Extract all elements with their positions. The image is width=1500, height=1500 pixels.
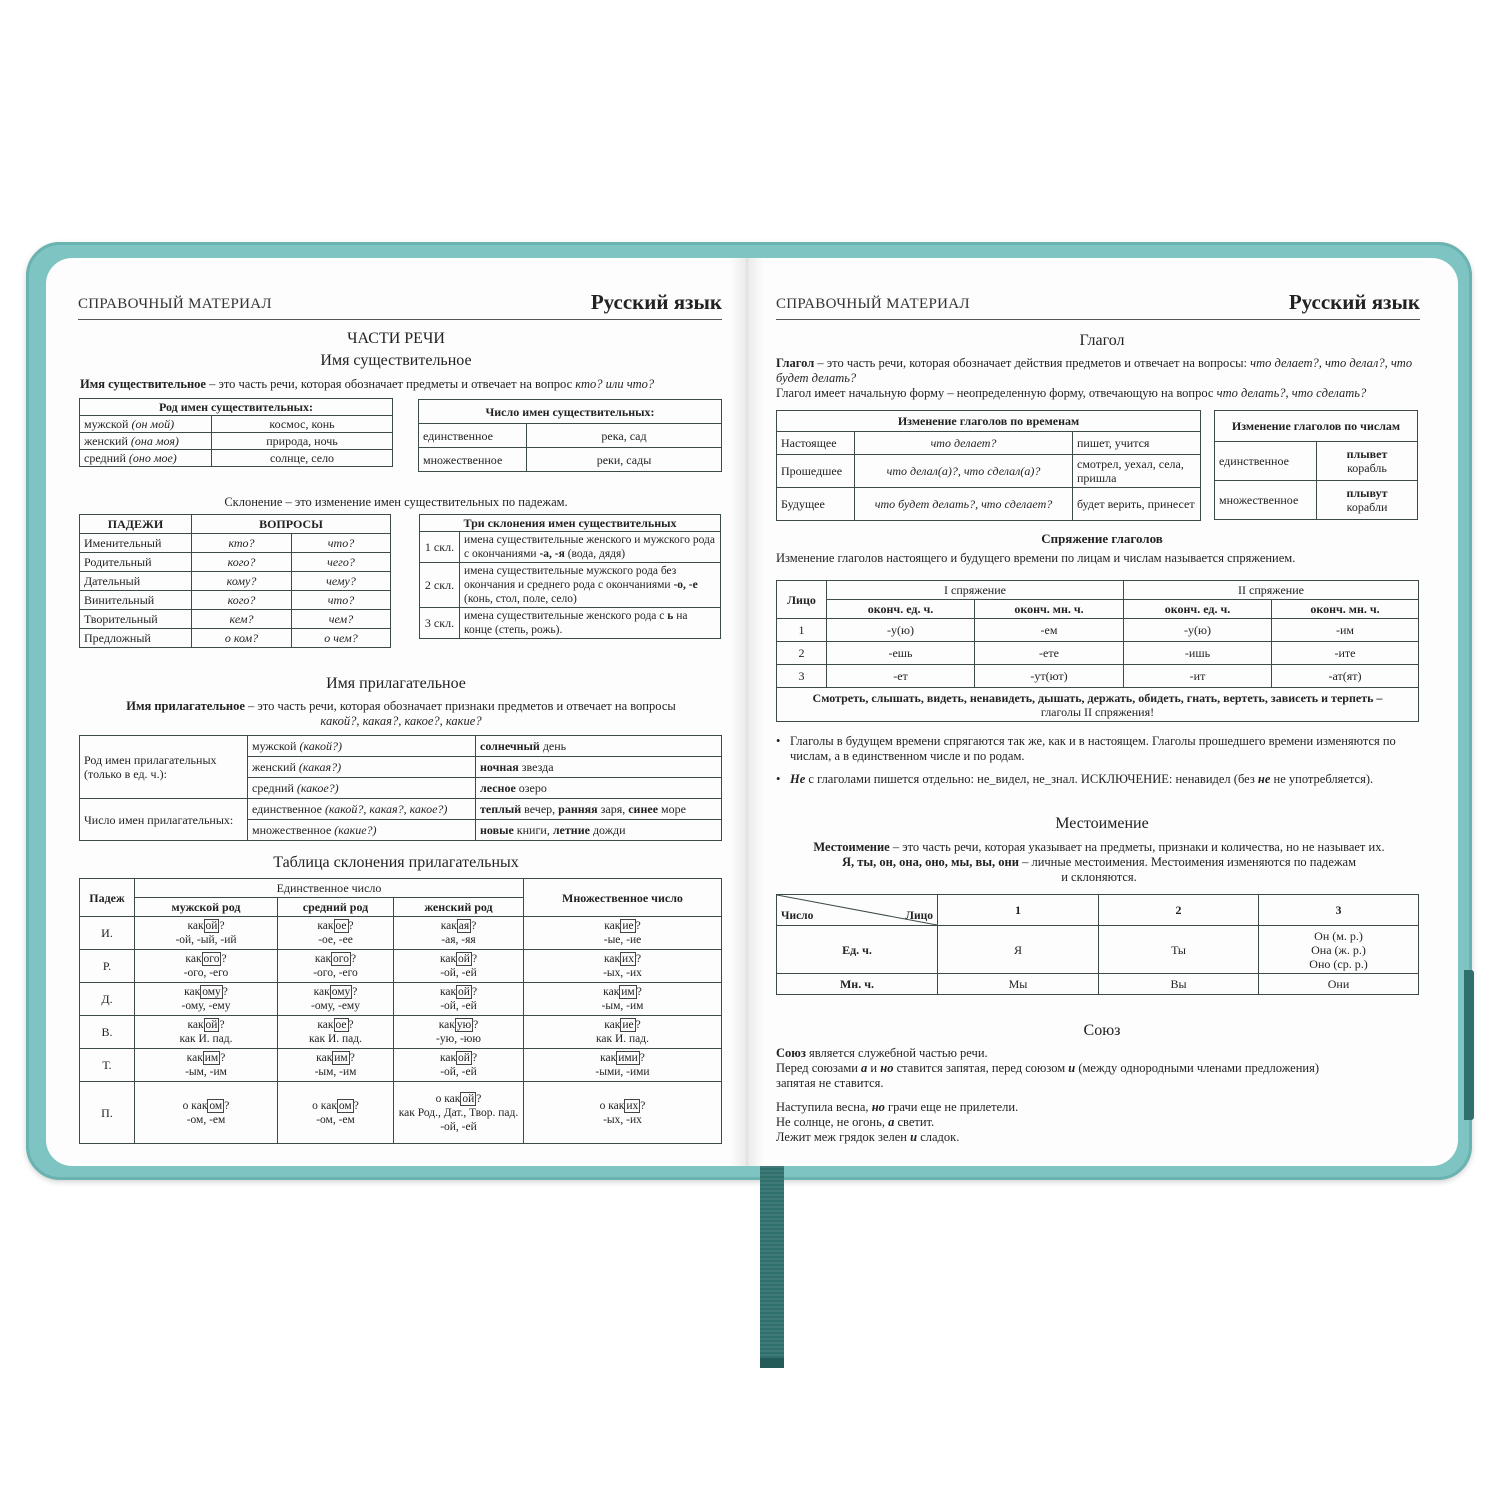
section-subtitle: Имя существительное [320, 352, 472, 369]
table-row: Дательный кому? чему? [80, 572, 391, 591]
table-header: Род имен существительных: [80, 399, 393, 416]
table-row: средний (оно мое) солнце, село [80, 450, 393, 467]
right-page [746, 258, 1458, 1166]
table-row: 2 -ешь -ете -ишь -ите [777, 642, 1419, 665]
table-row: Будущее что будет делать?, что сделает? будет верить, принесет [777, 488, 1201, 521]
pronoun-table: Число Лицо 1 2 3 Ед. ч. Я Ты Он (м. р.) Она (ж. р.) Оно (ср. р.) Мн. ч. Мы Вы Они [776, 894, 1419, 995]
header-subject: Русский язык [1288, 290, 1420, 314]
table-row: Настоящее что делает? пишет, учится [777, 432, 1201, 455]
ending-box: ому [331, 986, 351, 998]
ribbon-bookmark[interactable] [760, 1150, 784, 1368]
table-row: П. о как ом ? -ом, -ем о как ом ? -ом, -ем о как ой ? как Род., Дат., Твор. пад. -ой, -ей о как их ? -ых, -их [80, 1082, 722, 1144]
noun-definition: Имя существительное – это часть речи, которая обозначает предметы и отвечает на вопрос кто? или что? [80, 377, 655, 391]
table-row: Р. как ого ? -ого, -его как ого ? -ого, -его как ой ? -ой, -ей как их ? -ых, -их [80, 950, 722, 983]
table-row: 2 скл. имена существительные мужского рода без окончания и среднего рода с окончаниями -о, -е (конь, стол, поле, село) [420, 563, 721, 608]
verb-title: Глагол [1079, 332, 1125, 349]
ending-box: ой [462, 1092, 475, 1105]
table-row: Мн. ч. Мы Вы Они [777, 974, 1419, 995]
table-row: единственное плывет корабль [1215, 442, 1418, 481]
adjective-table [79, 735, 722, 841]
ending-box: ом [209, 1099, 223, 1112]
noun-gender-table [79, 398, 393, 467]
table-row: 3 -ет -ут(ют) -ит -ат(ят) [777, 665, 1419, 688]
table-row: В. как ой ? как И. пад. как ое ? как И. пад. как ую ? -ую, -юю как ие ? как И. пад. [80, 1016, 722, 1049]
ending-box: ое [335, 920, 347, 932]
header-subject: Русский язык [590, 290, 722, 314]
verb-number-table: Изменение глаголов по числам единственное плывет корабль множественное плывут корабли [1214, 410, 1418, 520]
table-row: множественное плывут корабли [1215, 481, 1418, 520]
bullet-ne-rule: • Не с глаголами пишется отдельно: не_видел, не_знал. ИСКЛЮЧЕНИЕ: ненавидел (без не не употребляется). [776, 772, 1374, 786]
table-row: Д. как ому ? -ому, -ему как ому ? -ому, -ему как ой ? -ой, -ей как им ? -ым, -им [80, 983, 722, 1016]
ending-box: ой [458, 986, 470, 998]
left-page [46, 258, 746, 1166]
conjugation-table: Лицо I спряжение II спряжение оконч. ед. ч. оконч. мн. ч. оконч. ед. ч. оконч. мн. ч. 1 -у(ю) -ем -у(ю) -им 2 -ешь -ете -ишь -ите 3 -ет -ут(ют) -ит -ат(ят) Смотреть, слышать, видеть, ненавидеть, дышать, держать, обидеть, гнать, вертеть, зависеть и терпеть – глаголы II спряжения! [776, 580, 1419, 722]
table-row: Прошедшее что делал(а)?, что сделал(а)? смотрел, уехал, села, пришла [777, 455, 1201, 488]
adjective-title: Имя прилагательное [326, 675, 466, 692]
noun-number-table [418, 399, 722, 472]
table-row: Винительный кого? что? [80, 591, 391, 610]
section-title: ЧАСТИ РЕЧИ [347, 330, 445, 347]
table-row: Смотреть, слышать, видеть, ненавидеть, дышать, держать, обидеть, гнать, вертеть, зависеть и терпеть – глаголы II спряжения! [777, 688, 1419, 722]
adjective-definition: Имя прилагательное – это часть речи, которая обозначает признаки предметов и отвечает на вопросы какой?, какая?, какое?, какие? [126, 699, 676, 728]
declension-definition: Склонение – это изменение имен существительных по падежам. [224, 495, 568, 509]
diagonal-header-cell: Число Лицо [777, 895, 938, 926]
ending-box: ого [333, 953, 349, 965]
table-row: 3 скл. имена существительные женского рода с ь на конце (степь, рожь). [420, 608, 721, 639]
ending-box: ой [205, 1019, 218, 1031]
ending-box: ой [458, 1052, 470, 1064]
elastic-band [1464, 970, 1474, 1120]
adjective-declension-table: Падеж Единственное число Множественное число мужской род средний род женский род И. как ой ? -ой, -ый, -ий как ое ? -ое, -ее как ая ? -ая, -яя как ие ? -ые, -ие Р. как ого ? -ого, -его как ого ? -ого, -его как ой ? -ой, -ей как их ? -ых, -их Д. как ому ? -ому, -ему как ому ? -ому, -ему как ой ? -ой, -ей как им ? -ым, -им В. как ой ? как И. пад. как ое ? как И. пад. как ую ? -ую, -юю как ие ? как И. пад. Т. как им ? -ым, -им как им ? -ым, -им как ой ? -ой, -ей как ими ? -ыми, -ими П. о как ом ? -ом, -ем о как ом ? -ом, -ем о как ой ? как Род., Дат., Твор. пад. -ой, -ей о как их ? -ых, -их [79, 878, 722, 1144]
table-row: единственное река, сад [419, 424, 722, 448]
bullet-future-tense: • Глаголы в будущем времени спрягаются так же, как и в настоящем. Глаголы прошедшего времени изменяются по числам, а в единственном числе и по родам. [776, 734, 1396, 763]
table-row: Т. как им ? -ым, -им как им ? -ым, -им как ой ? -ой, -ей как ими ? -ыми, -ими [80, 1049, 722, 1082]
table-row: Предложный о ком? о чем? [80, 629, 391, 648]
table-row: Творительный кем? чем? [80, 610, 391, 629]
ending-box: им [334, 1052, 348, 1064]
ending-box: ое [335, 1019, 347, 1031]
ending-box: их [626, 1099, 639, 1112]
table-row: средний (какое?) лесное озеро [80, 778, 722, 799]
conjunction-title: Союз [1083, 1022, 1121, 1039]
table-header: Число имен существительных: [419, 400, 722, 424]
ending-box: ой [458, 953, 470, 965]
table-row: женский (она моя) природа, ночь [80, 433, 393, 450]
table-row: мужской (он мой) космос, конь [80, 416, 393, 433]
page-header [78, 286, 722, 320]
ending-box: ому [202, 986, 221, 998]
table-row: Именительный кто? что? [80, 534, 391, 553]
ending-box: ую [456, 1019, 472, 1031]
table-row: Число имен прилагательных: единственное (какой?, какая?, какое?) теплый вечер, ранняя заря, синее море [80, 799, 722, 820]
table-row: множественное (какие?) новые книги, летние дожди [80, 820, 722, 841]
ending-box: ая [458, 920, 470, 932]
ending-box: ие [622, 1019, 634, 1031]
table-row: Ед. ч. Я Ты Он (м. р.) Она (ж. р.) Оно (ср. р.) [777, 926, 1419, 974]
page-header [776, 286, 1420, 320]
conjunction-examples: Наступила весна, но грачи еще не прилетели. Не солнце, не огонь, а светит. Лежит меж грядок зелен и сладок. [776, 1100, 1019, 1144]
table-row: женский (какая?) ночная звезда [80, 757, 722, 778]
ending-box: им [204, 1052, 219, 1064]
cases-table: ПАДЕЖИ ВОПРОСЫ Именительный кто? что? Родительный кого? чего? Дательный кому? чему? Винительный кого? что? Творительный кем? чем? Предложный о ком? о чем? [79, 514, 391, 648]
table-row: множественное реки, сады [419, 448, 722, 472]
declension-table-title: Таблица склонения прилагательных [273, 854, 519, 871]
ending-box: ого [203, 953, 220, 965]
ending-box: им [621, 986, 635, 998]
pronoun-title: Местоимение [1055, 815, 1149, 832]
table-row: 1 -у(ю) -ем -у(ю) -им [777, 619, 1419, 642]
pronoun-definition: Местоимение – это часть речи, которая указывает на предметы, признаки и количества, но не называет их. Я, ты, он, она, оно, мы, вы, они – личные местоимения. Местоимения изменяются по падежам и склоняются. [813, 840, 1385, 884]
three-declensions-table: Три склонения имен существительных 1 скл. имена существительные женского и мужского рода с окончаниями -а, -я (вода, дядя) 2 скл. имена существительные мужского рода без окончания и среднего рода с окончаниями -о, -е (конь, стол, поле, село) 3 скл. имена существительные женского рода с ь на конце (степь, рожь). [419, 514, 721, 639]
conjunction-text: Союз является служебной частью речи. Перед союзами а и но ставится запятая, перед союзом и (между однородными членами предложения) запятая не ставится. [776, 1046, 1320, 1090]
verb-definition: Глагол – это часть речи, которая обозначает действия предметов и отвечает на вопросы: что делает?, что делал?, что будет делать? Глагол имеет начальную форму – неопределенную форму, отвечающую на вопрос что делать?, что сделать? [776, 356, 1413, 400]
bullet-icon: • [776, 734, 781, 748]
ending-box: ие [622, 920, 634, 932]
table-row: Род имен прилагательных (только в ед. ч.): мужской (какой?) солнечный день [80, 736, 722, 757]
conjugation-definition: Изменение глаголов настоящего и будущего времени по лицам и числам называется спряжением. [776, 551, 1296, 565]
verb-tense-table: Изменение глаголов по временам Настоящее что делает? пишет, учится Прошедшее что делал(а)?, что сделал(а)? смотрел, уехал, села, пришла Будущее что будет делать?, что сделает? будет верить, принесет [776, 410, 1201, 521]
header-label: СПРАВОЧНЫЙ МАТЕРИАЛ [776, 296, 970, 312]
ending-box: ими [618, 1052, 638, 1064]
conjugation-title: Спряжение глаголов [1041, 531, 1163, 546]
table-row: И. как ой ? -ой, -ый, -ий как ое ? -ое, -ее как ая ? -ая, -яя как ие ? -ые, -ие [80, 917, 722, 950]
table-row: 1 скл. имена существительные женского и мужского рода с окончаниями -а, -я (вода, дядя) [420, 532, 721, 563]
header-label: СПРАВОЧНЫЙ МАТЕРИАЛ [78, 296, 272, 312]
book-gutter [730, 258, 764, 1166]
ending-box: их [622, 953, 634, 965]
ending-box: ой [205, 920, 218, 932]
table-row: Родительный кого? чего? [80, 553, 391, 572]
ending-box: ом [338, 1099, 352, 1112]
bullet-icon: • [776, 772, 781, 786]
